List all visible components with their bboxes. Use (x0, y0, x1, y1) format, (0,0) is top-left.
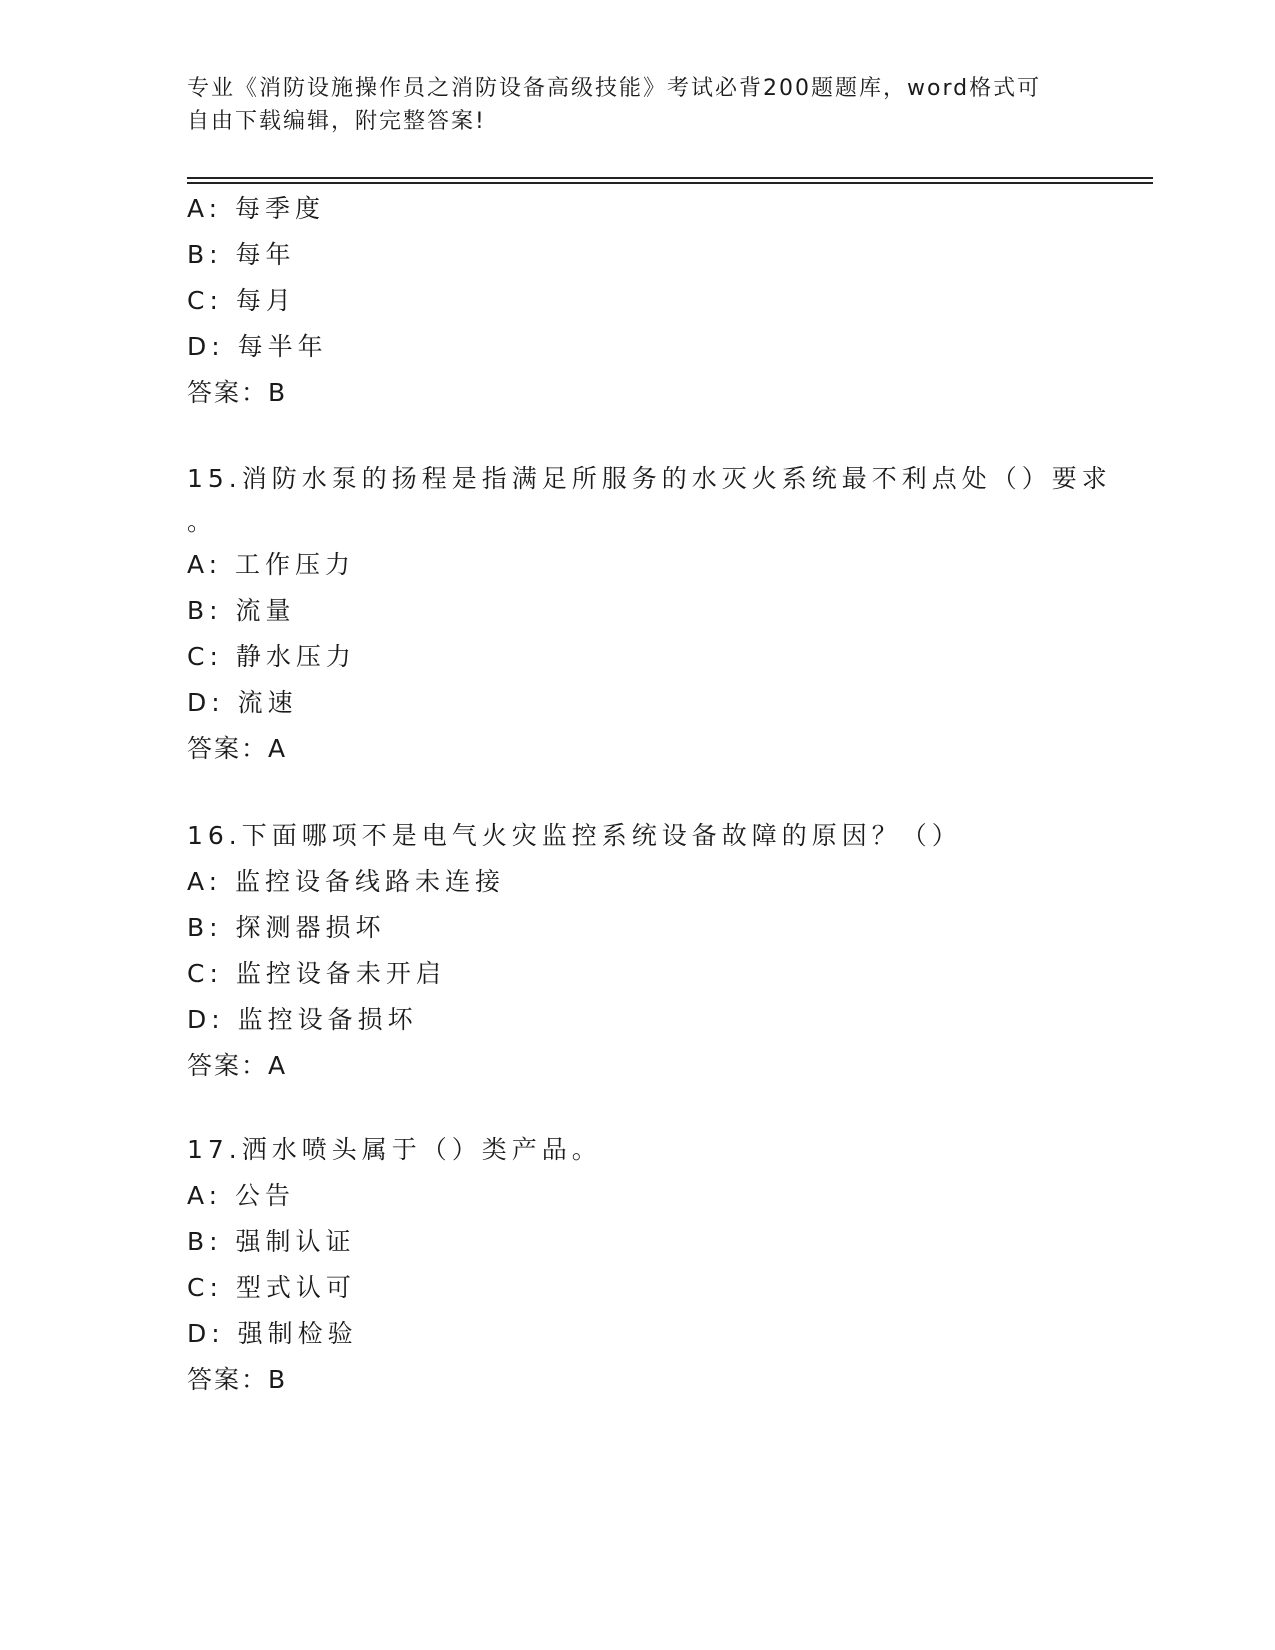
question-stem: 16.下面哪项不是电气火灾监控系统设备故障的原因？（） (187, 821, 962, 850)
header-divider-top (187, 177, 1153, 179)
option-a: A: 每季度 (187, 194, 326, 223)
question-stem-continuation: 。 (187, 507, 218, 536)
option-b: B: 探测器损坏 (187, 913, 386, 942)
question-stem: 15.消防水泵的扬程是指满足所服务的水灭火系统最不利点处（）要求 (187, 464, 1112, 493)
question-17 (187, 1127, 1087, 1403)
option-c: C: 静水压力 (187, 642, 356, 671)
header-divider-bottom (187, 182, 1153, 184)
option-b: B: 强制认证 (187, 1227, 356, 1256)
header-title-line-2: 自由下载编辑，附完整答案! (187, 109, 486, 134)
document-header (187, 72, 1067, 138)
option-d: D: 每半年 (187, 332, 328, 361)
option-d: D: 监控设备损坏 (187, 1005, 418, 1034)
option-b: B: 流量 (187, 596, 296, 625)
option-c: C: 型式认可 (187, 1273, 356, 1302)
header-title-line-1: 专业《消防设施操作员之消防设备高级技能》考试必背200题题库，word格式可 (187, 76, 1042, 101)
option-a: A: 工作压力 (187, 550, 356, 579)
option-a: A: 监控设备线路未连接 (187, 867, 506, 896)
question-14-tail (187, 186, 1087, 416)
option-a: A: 公告 (187, 1181, 296, 1210)
answer: 答案：B (187, 378, 288, 407)
answer: 答案：B (187, 1365, 288, 1394)
question-15 (187, 456, 1112, 772)
option-c: C: 监控设备未开启 (187, 959, 446, 988)
option-b: B: 每年 (187, 240, 296, 269)
answer: 答案：A (187, 734, 288, 763)
option-c: C: 每月 (187, 286, 296, 315)
option-d: D: 流速 (187, 688, 298, 717)
question-16 (187, 813, 1087, 1089)
answer: 答案：A (187, 1051, 288, 1080)
option-d: D: 强制检验 (187, 1319, 358, 1348)
question-stem: 17.洒水喷头属于（）类产品。 (187, 1135, 602, 1164)
